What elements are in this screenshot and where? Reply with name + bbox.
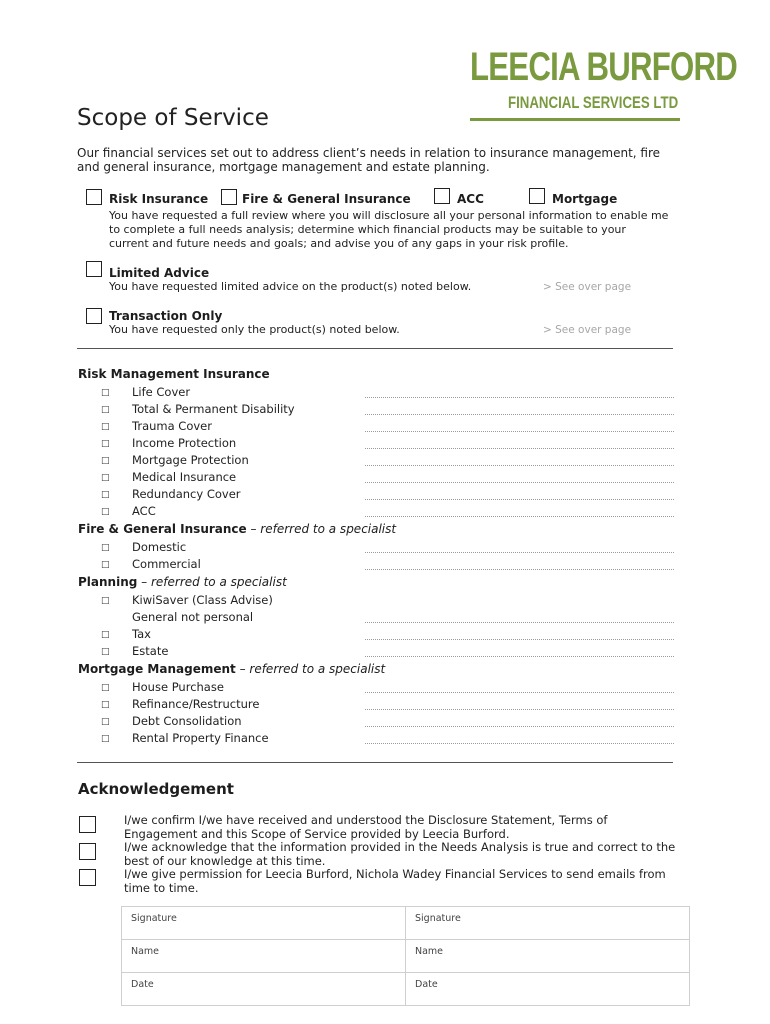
bullet-icon: □ xyxy=(101,543,110,553)
limited-advice-description: You have requested limited advice on the product(s) noted below. xyxy=(109,280,472,293)
bullet-icon: □ xyxy=(101,683,110,693)
transaction-only-label: Transaction Only xyxy=(109,309,223,323)
fire-general-label: Fire & General Insurance xyxy=(242,192,411,206)
date-field-1[interactable]: Date xyxy=(122,973,406,1006)
list-item: Tax xyxy=(132,627,151,641)
fire-general-checkbox[interactable] xyxy=(221,189,237,205)
section-heading-planning: Planning – referred to a specialist xyxy=(78,575,287,589)
name-field-2[interactable]: Name xyxy=(406,940,690,973)
list-item: Trauma Cover xyxy=(132,419,212,433)
transaction-only-description: You have requested only the product(s) noted below. xyxy=(109,323,400,336)
list-item: Rental Property Finance xyxy=(132,731,269,745)
list-item: Estate xyxy=(132,644,169,658)
list-item: Life Cover xyxy=(132,385,191,399)
logo-underline xyxy=(470,118,680,121)
limited-advice-see-over: > See over page xyxy=(543,281,632,293)
page-title: Scope of Service xyxy=(77,105,269,131)
entry-line[interactable] xyxy=(365,726,674,727)
bullet-icon: □ xyxy=(101,700,110,710)
list-item: Debt Consolidation xyxy=(132,714,242,728)
section-heading-mortgage-management: Mortgage Management – referred to a specialist xyxy=(78,662,386,676)
section-divider xyxy=(77,762,673,763)
entry-line[interactable] xyxy=(365,448,674,449)
signature-field-1[interactable]: Signature xyxy=(122,907,406,940)
full-review-description: You have requested a full review where you will disclosure all your personal information to enable me to complete a full needs analysis; determine which financial products may be suitable to your current and future needs and goals; and advise you of any gaps in your risk profile. xyxy=(109,209,669,250)
acc-label: ACC xyxy=(457,192,484,206)
list-item: ACC xyxy=(132,504,156,518)
bullet-icon: □ xyxy=(101,490,110,500)
bullet-icon: □ xyxy=(101,507,110,517)
risk-insurance-label: Risk Insurance xyxy=(109,192,209,206)
mortgage-checkbox[interactable] xyxy=(529,188,545,204)
section-divider xyxy=(77,348,673,349)
bullet-icon: □ xyxy=(101,405,110,415)
bullet-icon: □ xyxy=(101,560,110,570)
list-item: House Purchase xyxy=(132,680,224,694)
bullet-icon: □ xyxy=(101,630,110,640)
bullet-icon: □ xyxy=(101,647,110,657)
risk-insurance-checkbox[interactable] xyxy=(86,189,102,205)
bullet-icon: □ xyxy=(101,596,110,606)
date-field-2[interactable]: Date xyxy=(406,973,690,1006)
entry-line[interactable] xyxy=(365,692,674,693)
entry-line[interactable] xyxy=(365,499,674,500)
company-logo-name: LEECIA BURFORD xyxy=(470,45,737,89)
entry-line[interactable] xyxy=(365,465,674,466)
entry-line[interactable] xyxy=(365,709,674,710)
entry-line[interactable] xyxy=(365,431,674,432)
list-item: Income Protection xyxy=(132,436,237,450)
entry-line[interactable] xyxy=(365,639,674,640)
bullet-icon: □ xyxy=(101,456,110,466)
limited-advice-checkbox[interactable] xyxy=(86,261,102,277)
list-item: Domestic xyxy=(132,540,187,554)
ack-statement-needs-analysis: I/we acknowledge that the information provided in the Needs Analysis is true and correct to the best of our knowledge at this time. xyxy=(124,840,676,868)
section-heading-fire-general: Fire & General Insurance – referred to a specialist xyxy=(78,522,397,536)
acknowledgement-title: Acknowledgement xyxy=(78,780,234,798)
entry-line[interactable] xyxy=(365,743,674,744)
mortgage-label: Mortgage xyxy=(552,192,618,206)
entry-line[interactable] xyxy=(365,516,674,517)
entry-line[interactable] xyxy=(365,397,674,398)
ack-checkbox-disclosure[interactable] xyxy=(79,816,96,833)
bullet-icon: □ xyxy=(101,717,110,727)
intro-paragraph: Our financial services set out to address client’s needs in relation to insurance management, fire and general insurance, mortgage management and estate planning. xyxy=(77,146,661,174)
bullet-icon: □ xyxy=(101,473,110,483)
bullet-icon: □ xyxy=(101,388,110,398)
ack-checkbox-email-permission[interactable] xyxy=(79,869,96,886)
ack-statement-email-permission: I/we give permission for Leecia Burford, Nichola Wadey Financial Services to send emails from time to time. xyxy=(124,867,666,895)
signature-table xyxy=(121,906,690,1006)
list-item: Mortgage Protection xyxy=(132,453,249,467)
transaction-only-see-over: > See over page xyxy=(543,324,632,336)
company-logo-subtitle: FINANCIAL SERVICES LTD xyxy=(508,93,679,112)
bullet-icon: □ xyxy=(101,734,110,744)
section-heading-risk-management: Risk Management Insurance xyxy=(78,367,270,381)
bullet-icon: □ xyxy=(101,439,110,449)
ack-checkbox-needs-analysis[interactable] xyxy=(79,843,96,860)
signature-field-2[interactable]: Signature xyxy=(406,907,690,940)
limited-advice-label: Limited Advice xyxy=(109,266,210,280)
entry-line[interactable] xyxy=(365,414,674,415)
entry-line[interactable] xyxy=(365,482,674,483)
list-item: Refinance/Restructure xyxy=(132,697,260,711)
list-item: Redundancy Cover xyxy=(132,487,241,501)
entry-line[interactable] xyxy=(365,622,674,623)
entry-line[interactable] xyxy=(365,552,674,553)
entry-line[interactable] xyxy=(365,656,674,657)
bullet-icon: □ xyxy=(101,422,110,432)
list-item: Total & Permanent Disability xyxy=(132,402,295,416)
ack-statement-disclosure: I/we confirm I/we have received and understood the Disclosure Statement, Terms of Engagement and this Scope of Service provided by Leecia Burford. xyxy=(124,813,608,841)
entry-line[interactable] xyxy=(365,569,674,570)
acknowledgement-statements xyxy=(124,814,684,895)
list-item: General not personal xyxy=(132,610,254,624)
list-item: Commercial xyxy=(132,557,201,571)
list-item: Medical Insurance xyxy=(132,470,237,484)
transaction-only-checkbox[interactable] xyxy=(86,308,102,324)
list-item: KiwiSaver (Class Advise) xyxy=(132,593,273,607)
name-field-1[interactable]: Name xyxy=(122,940,406,973)
acc-checkbox[interactable] xyxy=(434,188,450,204)
